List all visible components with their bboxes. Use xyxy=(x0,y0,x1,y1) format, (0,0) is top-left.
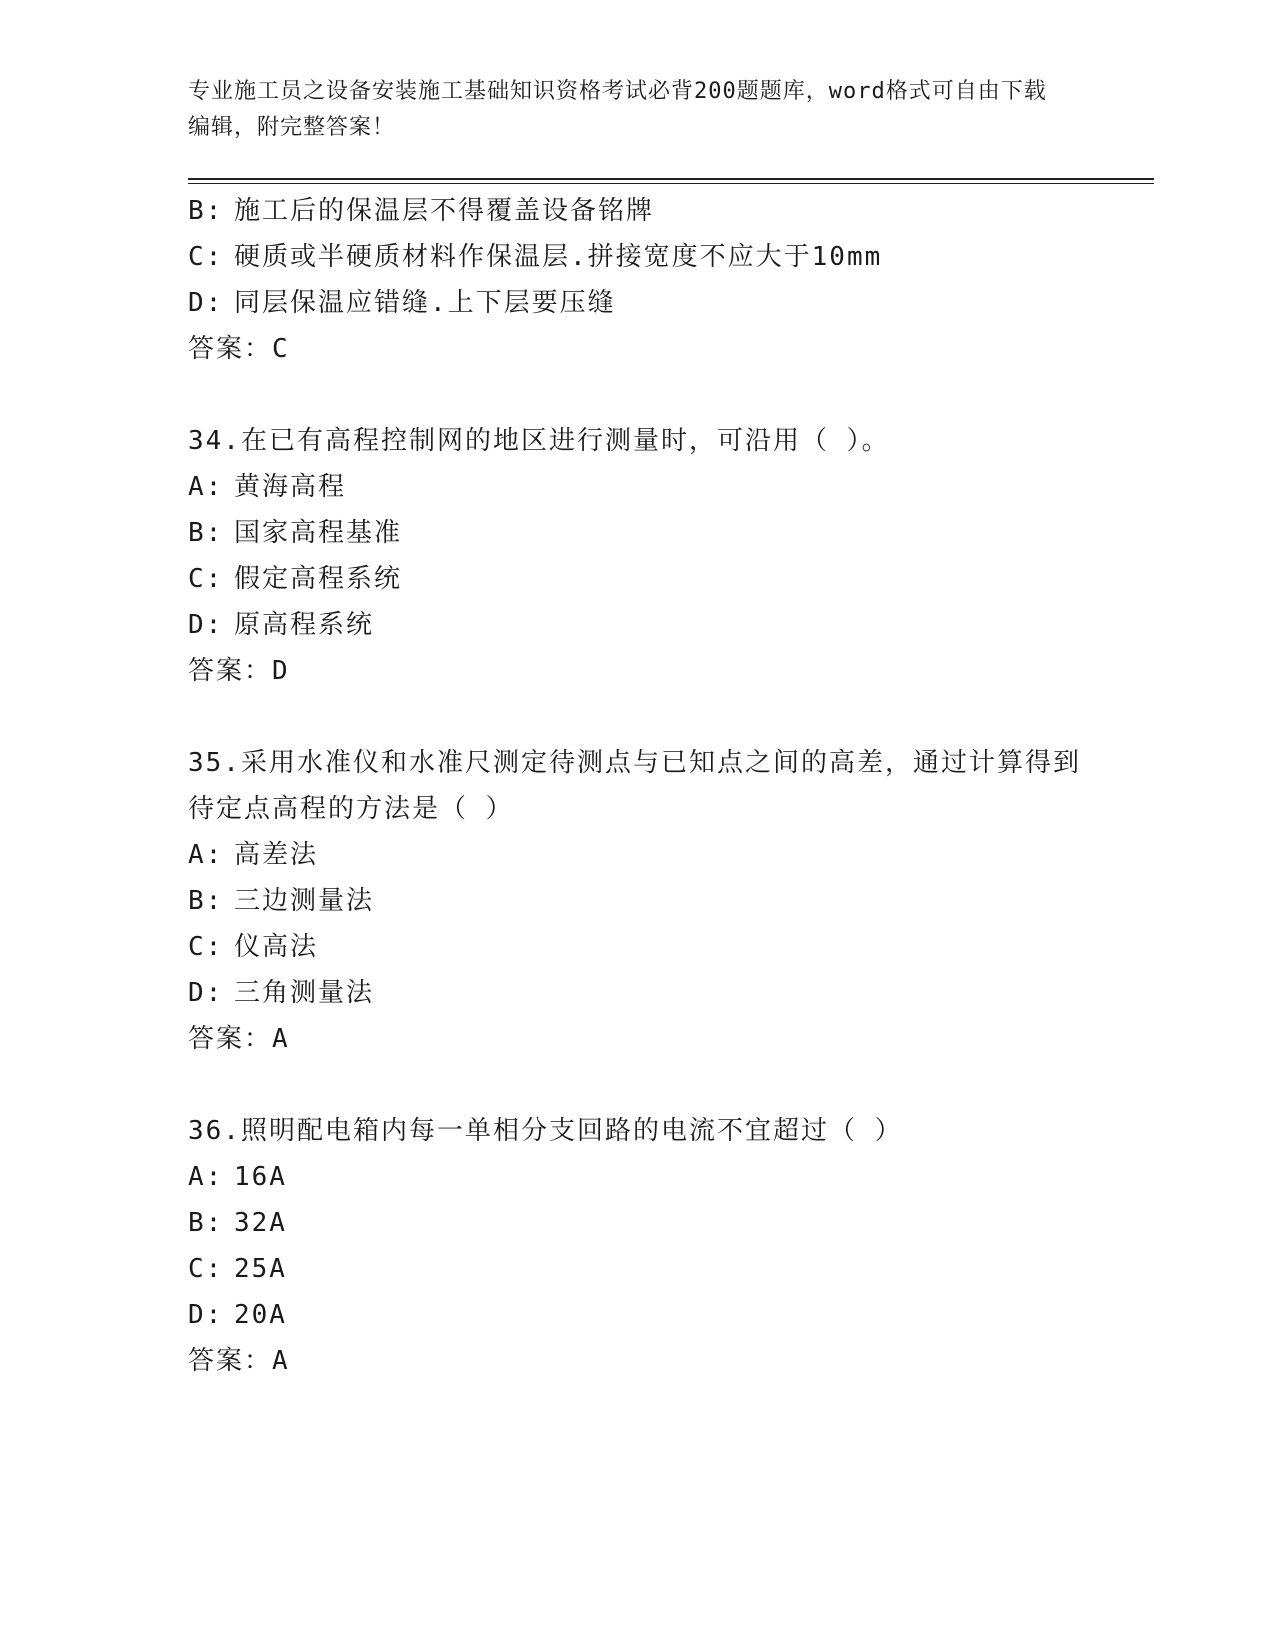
option-text: 32A xyxy=(234,1208,287,1238)
option-label: C: xyxy=(188,932,224,962)
option-text: 三角测量法 xyxy=(234,978,375,1008)
option-label: D: xyxy=(188,978,224,1008)
answer-line: 答案：D xyxy=(188,656,290,686)
option-text: 16A xyxy=(234,1162,287,1192)
question-stem: 36.照明配电箱内每一单相分支回路的电流不宜超过（ ） xyxy=(188,1116,903,1146)
option-text: 黄海高程 xyxy=(234,472,347,502)
answer-line: 答案：C xyxy=(188,334,290,364)
option-b xyxy=(188,878,1088,924)
answer-line: 答案：A xyxy=(188,1024,290,1054)
question-34 xyxy=(188,418,1088,694)
option-text: 假定高程系统 xyxy=(234,564,403,594)
option-text: 同层保温应错缝.上下层要压缝 xyxy=(234,288,616,318)
option-label: A: xyxy=(188,1162,224,1192)
spacer xyxy=(188,1062,1088,1108)
option-d xyxy=(188,1292,1088,1338)
question-stem: 34.在已有高程控制网的地区进行测量时，可沿用（ ）。 xyxy=(188,426,890,456)
option-label: D: xyxy=(188,1300,224,1330)
option-d xyxy=(188,280,1088,326)
option-label: B: xyxy=(188,1208,224,1238)
option-b xyxy=(188,510,1088,556)
question-stem: 35.采用水准仪和水准尺测定待测点与已知点之间的高差，通过计算得到待定点高程的方法是（ ） xyxy=(188,748,1081,824)
option-text: 国家高程基准 xyxy=(234,518,403,548)
answer-line: 答案：A xyxy=(188,1346,290,1376)
option-label: D: xyxy=(188,288,224,318)
question-content xyxy=(188,188,1088,1384)
option-label: B: xyxy=(188,196,224,226)
option-d xyxy=(188,602,1088,648)
option-b xyxy=(188,1200,1088,1246)
option-text: 原高程系统 xyxy=(234,610,375,640)
spacer xyxy=(188,694,1088,740)
option-c xyxy=(188,234,1088,280)
option-text: 20A xyxy=(234,1300,287,1330)
option-label: A: xyxy=(188,472,224,502)
option-text: 硬质或半硬质材料作保温层.拼接宽度不应大于10mm xyxy=(234,242,883,272)
prev-question xyxy=(188,188,1088,372)
option-label: C: xyxy=(188,242,224,272)
option-a xyxy=(188,1154,1088,1200)
option-text: 25A xyxy=(234,1254,287,1284)
option-a xyxy=(188,464,1088,510)
option-b xyxy=(188,188,1088,234)
option-a xyxy=(188,832,1088,878)
option-label: B: xyxy=(188,886,224,916)
option-d xyxy=(188,970,1088,1016)
option-label: B: xyxy=(188,518,224,548)
header-divider-thick xyxy=(188,178,1154,180)
option-label: C: xyxy=(188,1254,224,1284)
option-label: A: xyxy=(188,840,224,870)
question-36 xyxy=(188,1108,1088,1384)
option-text: 三边测量法 xyxy=(234,886,375,916)
spacer xyxy=(188,372,1088,418)
option-text: 高差法 xyxy=(234,840,319,870)
document-header: 专业施工员之设备安装施工基础知识资格考试必背200题题库，word格式可自由下载编辑，附完整答案！ xyxy=(188,79,1047,140)
option-label: D: xyxy=(188,610,224,640)
option-text: 仪高法 xyxy=(234,932,319,962)
question-35 xyxy=(188,740,1088,1062)
option-label: C: xyxy=(188,564,224,594)
option-c xyxy=(188,924,1088,970)
header-divider-thin xyxy=(188,183,1154,184)
option-c xyxy=(188,556,1088,602)
option-text: 施工后的保温层不得覆盖设备铭牌 xyxy=(234,196,655,226)
option-c xyxy=(188,1246,1088,1292)
